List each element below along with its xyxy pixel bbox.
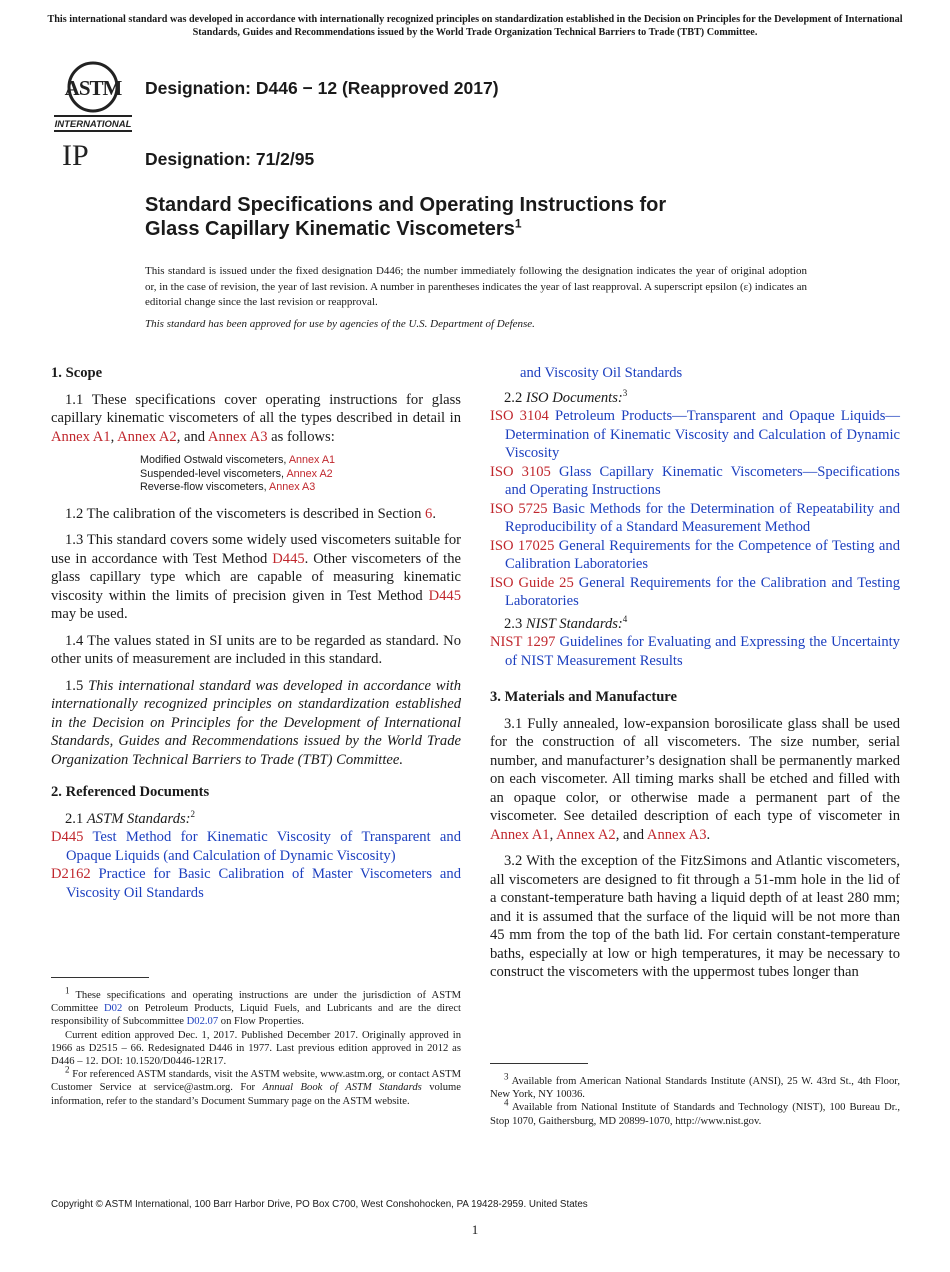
- page-number: 1: [471, 1222, 479, 1237]
- reference-title-link[interactable]: Petroleum Products—Transparent and Opaque Liquids—Determination of Kinematic Viscosity and Calculation of Dynamic Viscosity: [505, 408, 900, 461]
- svg-text:INTERNATIONAL: INTERNATIONAL: [54, 119, 132, 130]
- dod-approval-note: This standard has been approved for use by agencies of the U.S. Department of Defense.: [145, 318, 535, 330]
- reference-title-link[interactable]: and Viscosity Oil Standards: [520, 365, 683, 381]
- text: 3.1 Fully annealed, low-expansion borosilicate glass shall be used for the construction of all viscometers. The size number, serial number, and manufacturer’s designation shall be permanently marked on each viscometer. All timing marks shall be etched and filled with an opaque color, or otherwise made a permanent part of the viscometer. See detailed description of each type of viscometer in: [490, 715, 900, 824]
- subcommittee-d02-07-link[interactable]: D02.07: [186, 1016, 219, 1028]
- document-title: [145, 193, 666, 241]
- ip-logo: [60, 139, 100, 169]
- reference-item: [490, 463, 900, 500]
- text: 1.1 These specifications cover operating instructions for glass capillary kinematic viscometers of all the types described in detail in: [51, 391, 461, 426]
- text: , and: [176, 428, 208, 445]
- footnotes-right: [490, 1071, 900, 1128]
- reference-title-link[interactable]: Guidelines for Evaluating and Expressing the Uncertainty of NIST Measurement Results: [505, 634, 900, 669]
- title-line-2-text: Glass Capillary Kinematic Viscometers: [145, 218, 515, 240]
- footnote-edition: Current edition approved Dec. 1, 2017. Published December 2017. Originally approved in 1966 as D2515 – 66. Redesignated D446 in 1977. Last previous edition approved in 2012 as D446 – 12. DOI: 10.1520/D0446-12R17.: [51, 1029, 461, 1068]
- footnote-divider: [490, 1063, 588, 1064]
- annex-link[interactable]: Annex A2: [286, 467, 333, 480]
- text: volume information, refer to the standard’s Document Summary page on the ASTM website.: [51, 1082, 461, 1107]
- reference-title-link[interactable]: General Requirements for the Calibration and Testing Laboratories: [505, 574, 901, 609]
- footnote-ref[interactable]: 2: [190, 808, 196, 819]
- footnote-divider: [51, 977, 149, 978]
- iso-documents-label: [504, 389, 900, 408]
- d445-link[interactable]: D445: [272, 550, 305, 567]
- section-scope-heading: 1. Scope: [51, 365, 103, 381]
- reference-title-link[interactable]: General Requirements for the Competence of Testing and Calibration Laboratories: [505, 537, 901, 572]
- paragraph-1-4: 1.4 The values stated in SI units are to be regarded as standard. No other units of measurement are included in this standard.: [51, 632, 461, 667]
- text: NIST Standards:: [525, 615, 623, 632]
- text: 1.2 The calibration of the viscometers is described in Section: [65, 505, 426, 522]
- text: ,: [549, 826, 557, 843]
- footnote-number: 2: [65, 1064, 70, 1075]
- reference-item: [490, 537, 900, 574]
- text: This international standard was developed in accordance with internationally recognized principles on standardization established in the Decision on Principles for the Development of International Standards, Guides and Recommendations issued by the World Trade Organization Technical Barriers to Trade (TBT) Committee.: [51, 677, 462, 768]
- text: on Flow Properties.: [218, 1016, 305, 1028]
- svg-text:IP: IP: [62, 139, 89, 169]
- paragraph-1-2: [51, 505, 461, 524]
- astm-designation: Designation: D446 − 12 (Reapproved 2017): [145, 78, 499, 98]
- text: , and: [615, 826, 647, 843]
- annex-a3-link[interactable]: Annex A3: [207, 428, 268, 445]
- right-column: [490, 364, 900, 990]
- footnote-ref[interactable]: 4: [622, 613, 628, 624]
- type-name: Suspended-level viscometers,: [140, 467, 287, 480]
- annex-a2-link[interactable]: Annex A2: [117, 428, 177, 445]
- text: .: [432, 505, 436, 522]
- reference-item: [490, 633, 900, 670]
- viscometer-types-list: [140, 454, 461, 495]
- footnote-1: [51, 985, 461, 1029]
- section-6-link[interactable]: 6: [425, 505, 433, 522]
- footnote-ref[interactable]: 3: [622, 387, 628, 398]
- text: . Other viscometers of the glass capillary type which are capable of measuring kinematic viscosity within the limits of precision given in Test Method: [51, 550, 461, 604]
- svg-text:ASTM: ASTM: [64, 76, 122, 100]
- list-item: [140, 468, 461, 482]
- text: ISO Documents:: [525, 389, 623, 406]
- title-footnote-ref[interactable]: 1: [514, 216, 522, 231]
- text: Annual Book of ASTM Standards: [262, 1082, 422, 1094]
- astm-standards-label: [65, 810, 461, 829]
- annex-link[interactable]: Annex A3: [269, 481, 316, 493]
- text: 2.3: [504, 615, 526, 632]
- text: may be used.: [51, 606, 128, 622]
- section-materials-heading: 3. Materials and Manufacture: [490, 689, 677, 705]
- text: .: [706, 826, 711, 843]
- reference-code-link[interactable]: ISO 3105: [490, 463, 551, 480]
- annex-link[interactable]: Annex A1: [288, 454, 336, 466]
- annex-a3-link[interactable]: Annex A3: [646, 826, 707, 843]
- title-line-1: Standard Specifications and Operating Instructions for: [145, 194, 667, 216]
- text: Available from American National Standards Institute (ANSI), 25 W. 43rd St., 4th Floor, New York, NY 10036.: [490, 1076, 900, 1101]
- annex-a2-link[interactable]: Annex A2: [556, 826, 616, 843]
- ip-designation: Designation: 71/2/95: [145, 149, 315, 169]
- reference-title-link[interactable]: Glass Capillary Kinematic Viscometers—Specifications and Operating Instructions: [505, 463, 900, 498]
- footnote-number: 3: [504, 1071, 509, 1082]
- top-notice: This international standard was developed in accordance with internationally recognized principles on standardization established in the Decision on Principles for the Development of International Standards, Guides and Recommendations issued by the World Trade Organization Technical Barriers to Trade (TBT) Committee.: [47, 14, 903, 38]
- reference-item-continued: [490, 364, 900, 383]
- left-column: [51, 364, 461, 902]
- paragraph-1-1: [51, 391, 461, 447]
- nist-standards-label: [504, 615, 900, 634]
- reference-item: [51, 865, 461, 902]
- footnote-3: [490, 1071, 900, 1101]
- text: 1.3 This standard covers some widely used viscometers suitable for use in accordance with Test Method: [51, 532, 461, 567]
- type-name: Reverse-flow viscometers,: [140, 481, 269, 493]
- text: 2.2: [504, 389, 526, 406]
- reference-item: [490, 500, 900, 537]
- text: For referenced ASTM standards, visit the ASTM website, www.astm.org, or contact ASTM Customer Service at service@astm.org. For: [51, 1069, 461, 1094]
- reference-code-link[interactable]: D445: [51, 829, 84, 845]
- text: ASTM Standards:: [86, 810, 191, 827]
- reference-title-link[interactable]: Basic Methods for the Determination of Repeatability and Reproducibility of a Standard Measurement Method: [505, 500, 900, 535]
- footnote-number: 4: [504, 1097, 509, 1108]
- text: Available from National Institute of Standards and Technology (NIST), 100 Bureau Dr., Stop 1070, Gaithersburg, MD 20899-1070, http://www.nist.gov.: [490, 1102, 900, 1127]
- title-line-2: [145, 217, 666, 241]
- text: on Petroleum Products, Liquid Fuels, and Lubricants and are the direct responsibility of Subcommittee: [51, 1003, 461, 1028]
- footnote-2: [51, 1064, 461, 1108]
- annex-a1-link[interactable]: Annex A1: [490, 826, 550, 843]
- reference-item: [490, 574, 900, 611]
- paragraph-3-2: 3.2 With the exception of the FitzSimons and Atlantic viscometers, all viscometers are designed to fit through a 51-mm hole in the lid of a constant-temperature bath having a liquid depth of at least 280 mm; and it is assumed that the surface of the liquid will be not more than 45 mm from the top of the bath lid. For certain constant-temperature baths, especially at low or high temperatures, it may be necessary to construct the viscometers with the uppermost tubes longer than: [490, 853, 900, 980]
- paragraph-3-1: [490, 715, 900, 845]
- reference-code-link[interactable]: ISO 5725: [490, 500, 548, 517]
- d445-link[interactable]: D445: [428, 587, 461, 604]
- reference-item: [490, 407, 900, 463]
- reference-code-link[interactable]: ISO 3104: [490, 408, 549, 424]
- type-name: Modified Ostwald viscometers,: [140, 454, 289, 466]
- text: 2.1: [65, 810, 87, 827]
- reference-code-link[interactable]: ISO 17025: [490, 537, 555, 554]
- footnotes-left: [51, 985, 461, 1108]
- committee-d02-link[interactable]: D02: [104, 1003, 123, 1015]
- reference-code-link[interactable]: NIST 1297: [490, 634, 556, 650]
- list-item: [140, 454, 461, 468]
- footnote-number: 1: [65, 985, 70, 996]
- paragraph-1-3: [51, 531, 461, 624]
- copyright-line: Copyright © ASTM International, 100 Barr Harbor Drive, PO Box C700, West Conshohocken, PA 19428-2959. United States: [51, 1199, 588, 1210]
- section-referenced-documents-heading: 2. Referenced Documents: [51, 784, 210, 800]
- text: These specifications and operating instructions are under the jurisdiction of ASTM Committee: [51, 990, 461, 1015]
- reference-title-link[interactable]: Practice for Basic Calibration of Master Viscometers and Viscosity Oil Standards: [66, 866, 461, 901]
- reference-code-link[interactable]: D2162: [51, 866, 91, 882]
- reference-item: [51, 828, 461, 865]
- reference-code-link[interactable]: ISO Guide 25: [490, 574, 574, 591]
- astm-international-logo: [52, 57, 134, 133]
- issuance-note: This standard is issued under the fixed designation D446; the number immediately following the designation indicates the year of original adoption or, in the case of revision, the year of last revision. A number in parentheses indicates the year of last reapproval. A superscript epsilon (ε) indicates an editorial change since the last revision or reapproval.: [145, 265, 807, 309]
- paragraph-1-5: [51, 677, 461, 770]
- text: ,: [110, 428, 118, 445]
- text: as follows:: [267, 428, 335, 445]
- footnote-4: [490, 1097, 900, 1127]
- text: 1.5: [65, 677, 89, 694]
- list-item: [140, 481, 461, 495]
- reference-title-link[interactable]: Test Method for Kinematic Viscosity of Transparent and Opaque Liquids (and Calculation of Dynamic Viscosity): [66, 829, 461, 864]
- annex-a1-link[interactable]: Annex A1: [51, 428, 111, 445]
